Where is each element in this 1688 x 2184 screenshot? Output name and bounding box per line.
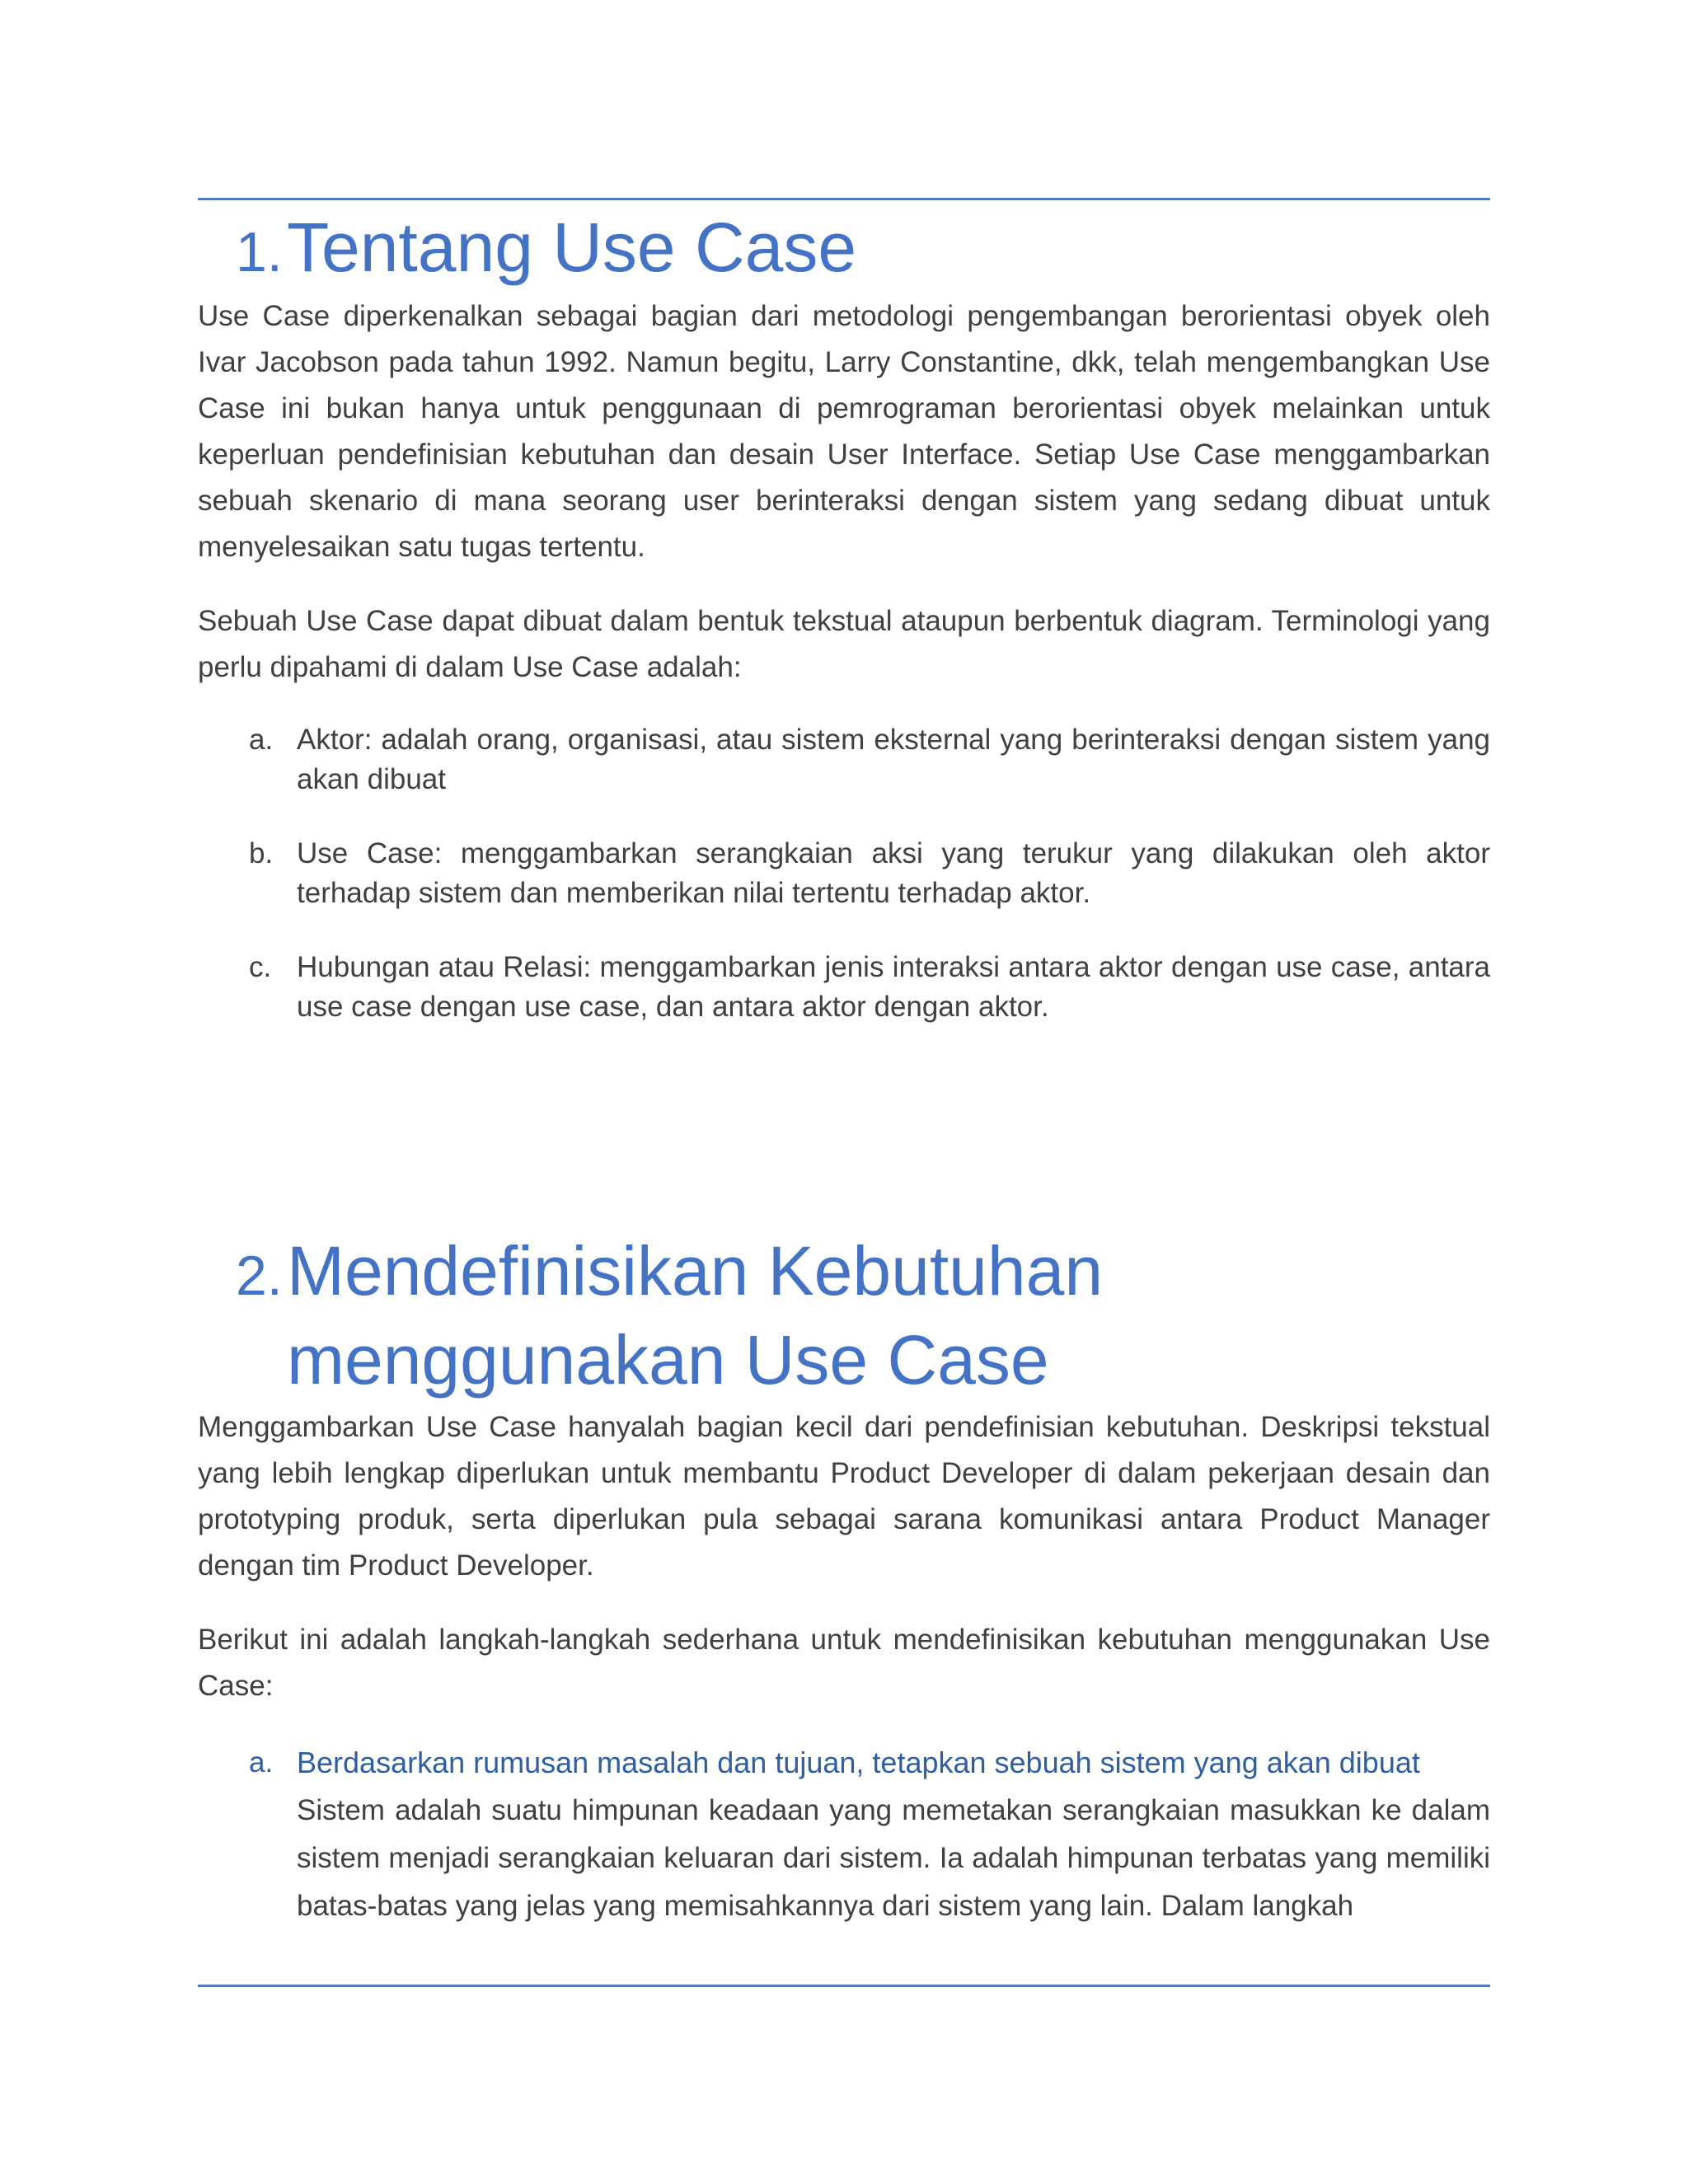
list-item xyxy=(198,1739,1490,1930)
section-2-paragraph-2: Berikut ini adalah langkah-langkah sederhana untuk mendefinisikan kebutuhan menggunakan Use Case: xyxy=(198,1624,1490,1702)
list-marker: b. xyxy=(249,837,274,869)
step-heading: Berdasarkan rumusan masalah dan tujuan, tetapkan sebuah sistem yang akan dibuat xyxy=(297,1746,1420,1779)
section-1-title: Tentang Use Case xyxy=(287,209,857,286)
steps-list xyxy=(198,1739,1490,1930)
list-item xyxy=(198,720,1490,799)
section-1-paragraph-2: Sebuah Use Case dapat dibuat dalam bentuk tekstual ataupun berbentuk diagram. Terminologi yang perlu dipahami di dalam Use Case adalah: xyxy=(198,605,1490,683)
list-marker: a. xyxy=(249,1746,274,1779)
section-1-heading xyxy=(236,206,1490,293)
list-item-text: Use Case: menggambarkan serangkaian aksi yang terukur yang dilakukan oleh aktor terhadap sistem dan memberikan nilai tertentu terhadap aktor. xyxy=(297,837,1490,909)
list-marker: c. xyxy=(249,951,272,983)
step-text: Sistem adalah suatu himpunan keadaan yang memetakan serangkaian masukkan ke dalam sistem menjadi serangkaian keluaran dari sistem. Ia adalah himpunan terbatas yang memiliki batas-batas yang jelas yang memisahkannya dari sistem yang lain. Dalam langkah xyxy=(297,1794,1490,1922)
terminology-list xyxy=(198,720,1490,1027)
section-1-paragraph-1: Use Case diperkenalkan sebagai bagian dari metodologi pengembangan berorientasi obyek oleh Ivar Jacobson pada tahun 1992. Namun begitu, Larry Constantine, dkk, telah mengembangkan Use Case ini bukan hanya untuk penggunaan di pemrograman berorientasi obyek melainkan untuk keperluan pendefinisian kebutuhan dan desain User Interface. Setiap Use Case menggambarkan sebuah skenario di mana seorang user berinteraksi dengan sistem yang sedang dibuat untuk menyelesaikan satu tugas tertentu. xyxy=(198,300,1490,563)
header-rule xyxy=(198,198,1490,200)
list-marker: a. xyxy=(249,724,274,756)
section-2-title: Mendefinisikan Kebutuhan menggunakan Use Case xyxy=(287,1232,1104,1399)
list-item-text: Hubungan atau Relasi: menggambarkan jenis interaksi antara aktor dengan use case, antara use case dengan use case, dan antara aktor dengan aktor. xyxy=(297,951,1490,1023)
section-2-heading xyxy=(236,1226,1490,1404)
section-1-number: 1. xyxy=(236,221,283,284)
section-2-paragraph-1: Menggambarkan Use Case hanyalah bagian kecil dari pendefinisian kebutuhan. Deskripsi tekstual yang lebih lengkap diperlukan untuk membantu Product Developer di dalam pekerjaan desain dan prototyping produk, serta diperlukan pula sebagai sarana komunikasi antara Product Manager dengan tim Product Developer. xyxy=(198,1411,1490,1582)
list-item xyxy=(198,948,1490,1027)
list-item-text: Aktor: adalah orang, organisasi, atau sistem eksternal yang berinteraksi dengan sistem yang akan dibuat xyxy=(297,724,1490,795)
list-item-content xyxy=(297,1739,1490,1930)
section-2-number: 2. xyxy=(236,1244,283,1307)
list-item xyxy=(198,834,1490,913)
document-body xyxy=(198,206,1490,1965)
footer-rule xyxy=(198,1985,1490,1987)
